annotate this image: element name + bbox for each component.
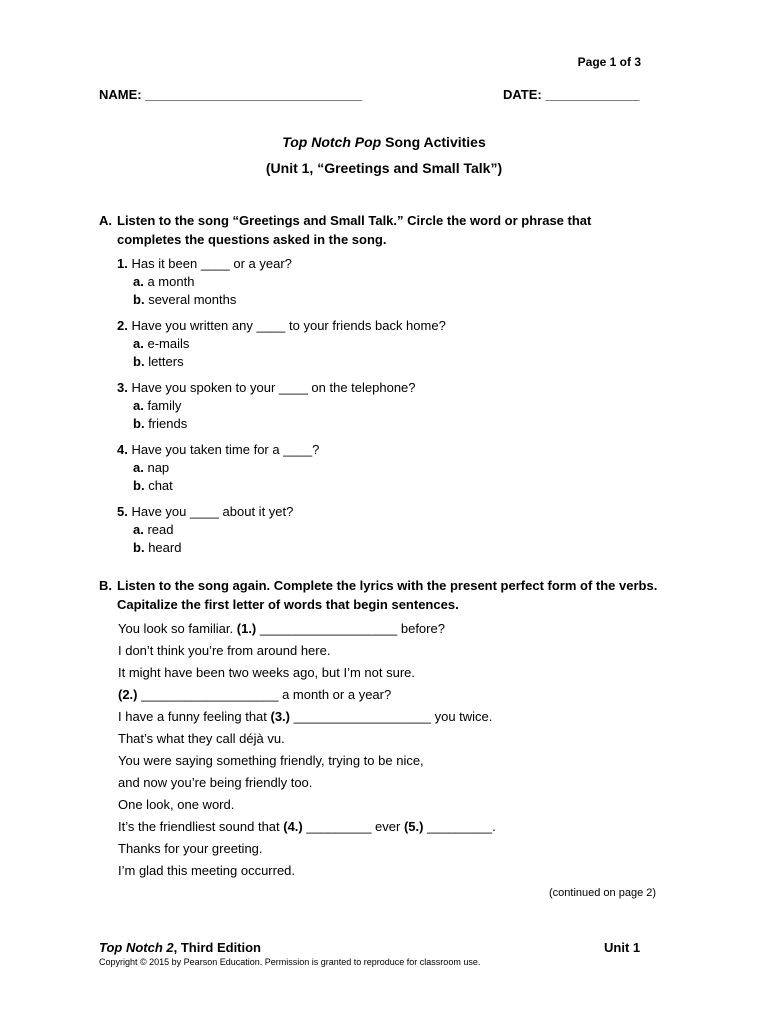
lyric-line [118, 687, 391, 702]
question-number: 2. [117, 318, 128, 333]
footer-book-title [99, 940, 261, 955]
answer-option-b[interactable] [133, 292, 236, 307]
footer-book-rest: , Third Edition [173, 940, 262, 955]
option-letter: b. [133, 478, 145, 493]
lyric-line [118, 709, 492, 724]
name-label: NAME: [99, 87, 142, 102]
option-text: letters [148, 354, 184, 369]
answer-option-b[interactable] [133, 354, 184, 369]
lyric-text: It’s the friendliest sound that [118, 819, 284, 834]
answer-option-a[interactable] [133, 274, 194, 289]
lyric-text: One look, one word. [118, 797, 235, 812]
lyric-text: ___________________ before? [256, 621, 445, 636]
blank-number: (1.) [236, 621, 257, 636]
question-text [117, 256, 292, 271]
blank-number: (5.) [403, 819, 424, 834]
answer-option-b[interactable] [133, 416, 187, 431]
option-letter: b. [133, 540, 145, 555]
date-label: DATE: [503, 87, 542, 102]
lyric-text: ___________________ a month or a year? [137, 687, 392, 702]
answer-option-a[interactable] [133, 522, 174, 537]
option-letter: a. [133, 522, 144, 537]
lyric-line [118, 863, 295, 878]
page-title [0, 134, 768, 150]
page-number: Page 1 of 3 [577, 55, 641, 69]
option-letter: b. [133, 416, 145, 431]
section-a-text: Listen to the song “Greetings and Small Talk.” Circle the word or phrase that completes the questions asked in the song. [117, 213, 592, 247]
question-number: 4. [117, 442, 128, 457]
lyric-text: I’m glad this meeting occurred. [118, 863, 296, 878]
section-b-text: Listen to the song again. Complete the lyrics with the present perfect form of the verbs. Capitalize the first letter of words that begin sentences. [117, 578, 658, 612]
lyric-text: _________. [423, 819, 496, 834]
name-blank: ______________________________ [145, 87, 363, 102]
lyric-line [118, 753, 424, 768]
question-text [117, 442, 319, 457]
name-field [99, 87, 362, 102]
option-text: chat [148, 478, 173, 493]
option-letter: a. [133, 398, 144, 413]
lyric-text: That’s what they call déjà vu. [118, 731, 285, 746]
option-text: read [147, 522, 174, 537]
option-letter: b. [133, 292, 145, 307]
answer-option-b[interactable] [133, 540, 181, 555]
lyric-line [118, 731, 285, 746]
lyric-text: You look so familiar. [118, 621, 237, 636]
lyric-text: I have a funny feeling that [118, 709, 271, 724]
question-text [117, 318, 446, 333]
question-number: 3. [117, 380, 128, 395]
footer-book-italic: Top Notch 2 [99, 940, 174, 955]
option-text: a month [147, 274, 195, 289]
question-prompt: Have you written any ____ to your friends back home? [131, 318, 446, 333]
option-text: e-mails [147, 336, 190, 351]
footer-unit: Unit 1 [604, 940, 641, 955]
lyric-text: ___________________ you twice. [290, 709, 493, 724]
lyric-line [118, 841, 263, 856]
answer-option-b[interactable] [133, 478, 173, 493]
section-a-letter: A. [99, 213, 112, 228]
option-text: friends [148, 416, 188, 431]
date-field [503, 87, 639, 102]
option-text: family [147, 398, 182, 413]
blank-number: (4.) [283, 819, 303, 834]
lyric-line [118, 775, 312, 790]
question-prompt: Have you ____ about it yet? [131, 504, 294, 519]
section-a-instruction [99, 211, 659, 251]
title-rest: Song Activities [381, 134, 486, 150]
lyric-text: _________ ever [302, 819, 404, 834]
option-letter: a. [133, 336, 144, 351]
page-subtitle: (Unit 1, “Greetings and Small Talk”) [265, 160, 503, 176]
lyric-text: Thanks for your greeting. [118, 841, 263, 856]
blank-number: (2.) [118, 687, 138, 702]
date-blank: _____________ [545, 87, 640, 102]
question-prompt: Have you spoken to your ____ on the telephone? [131, 380, 416, 395]
lyric-line [118, 797, 234, 812]
lyric-line [118, 665, 415, 680]
section-b-instruction [99, 576, 659, 616]
lyric-text: and now you’re being friendly too. [118, 775, 313, 790]
lyric-text: I don’t think you’re from around here. [118, 643, 331, 658]
continued-note: (continued on page 2) [549, 887, 657, 899]
option-text: heard [148, 540, 182, 555]
answer-option-a[interactable] [133, 460, 169, 475]
question-prompt: Have you taken time for a ____? [131, 442, 320, 457]
option-text: several months [148, 292, 237, 307]
option-letter: a. [133, 274, 144, 289]
question-prompt: Has it been ____ or a year? [131, 256, 292, 271]
section-b-letter: B. [99, 578, 112, 593]
question-text [117, 380, 416, 395]
lyric-line [118, 621, 445, 636]
option-letter: b. [133, 354, 145, 369]
lyric-line [118, 819, 496, 834]
option-text: nap [147, 460, 170, 475]
answer-option-a[interactable] [133, 398, 181, 413]
lyric-line [118, 643, 330, 658]
question-number: 1. [117, 256, 128, 271]
question-number: 5. [117, 504, 128, 519]
lyric-text: You were saying something friendly, trying to be nice, [118, 753, 424, 768]
blank-number: (3.) [270, 709, 290, 724]
copyright-notice: Copyright © 2015 by Pearson Education. Permission is granted to reproduce for classroom use. [99, 957, 481, 967]
option-letter: a. [133, 460, 144, 475]
question-text [117, 504, 293, 519]
answer-option-a[interactable] [133, 336, 189, 351]
lyric-text: It might have been two weeks ago, but I’m not sure. [118, 665, 415, 680]
title-italic: Top Notch Pop [282, 134, 382, 150]
